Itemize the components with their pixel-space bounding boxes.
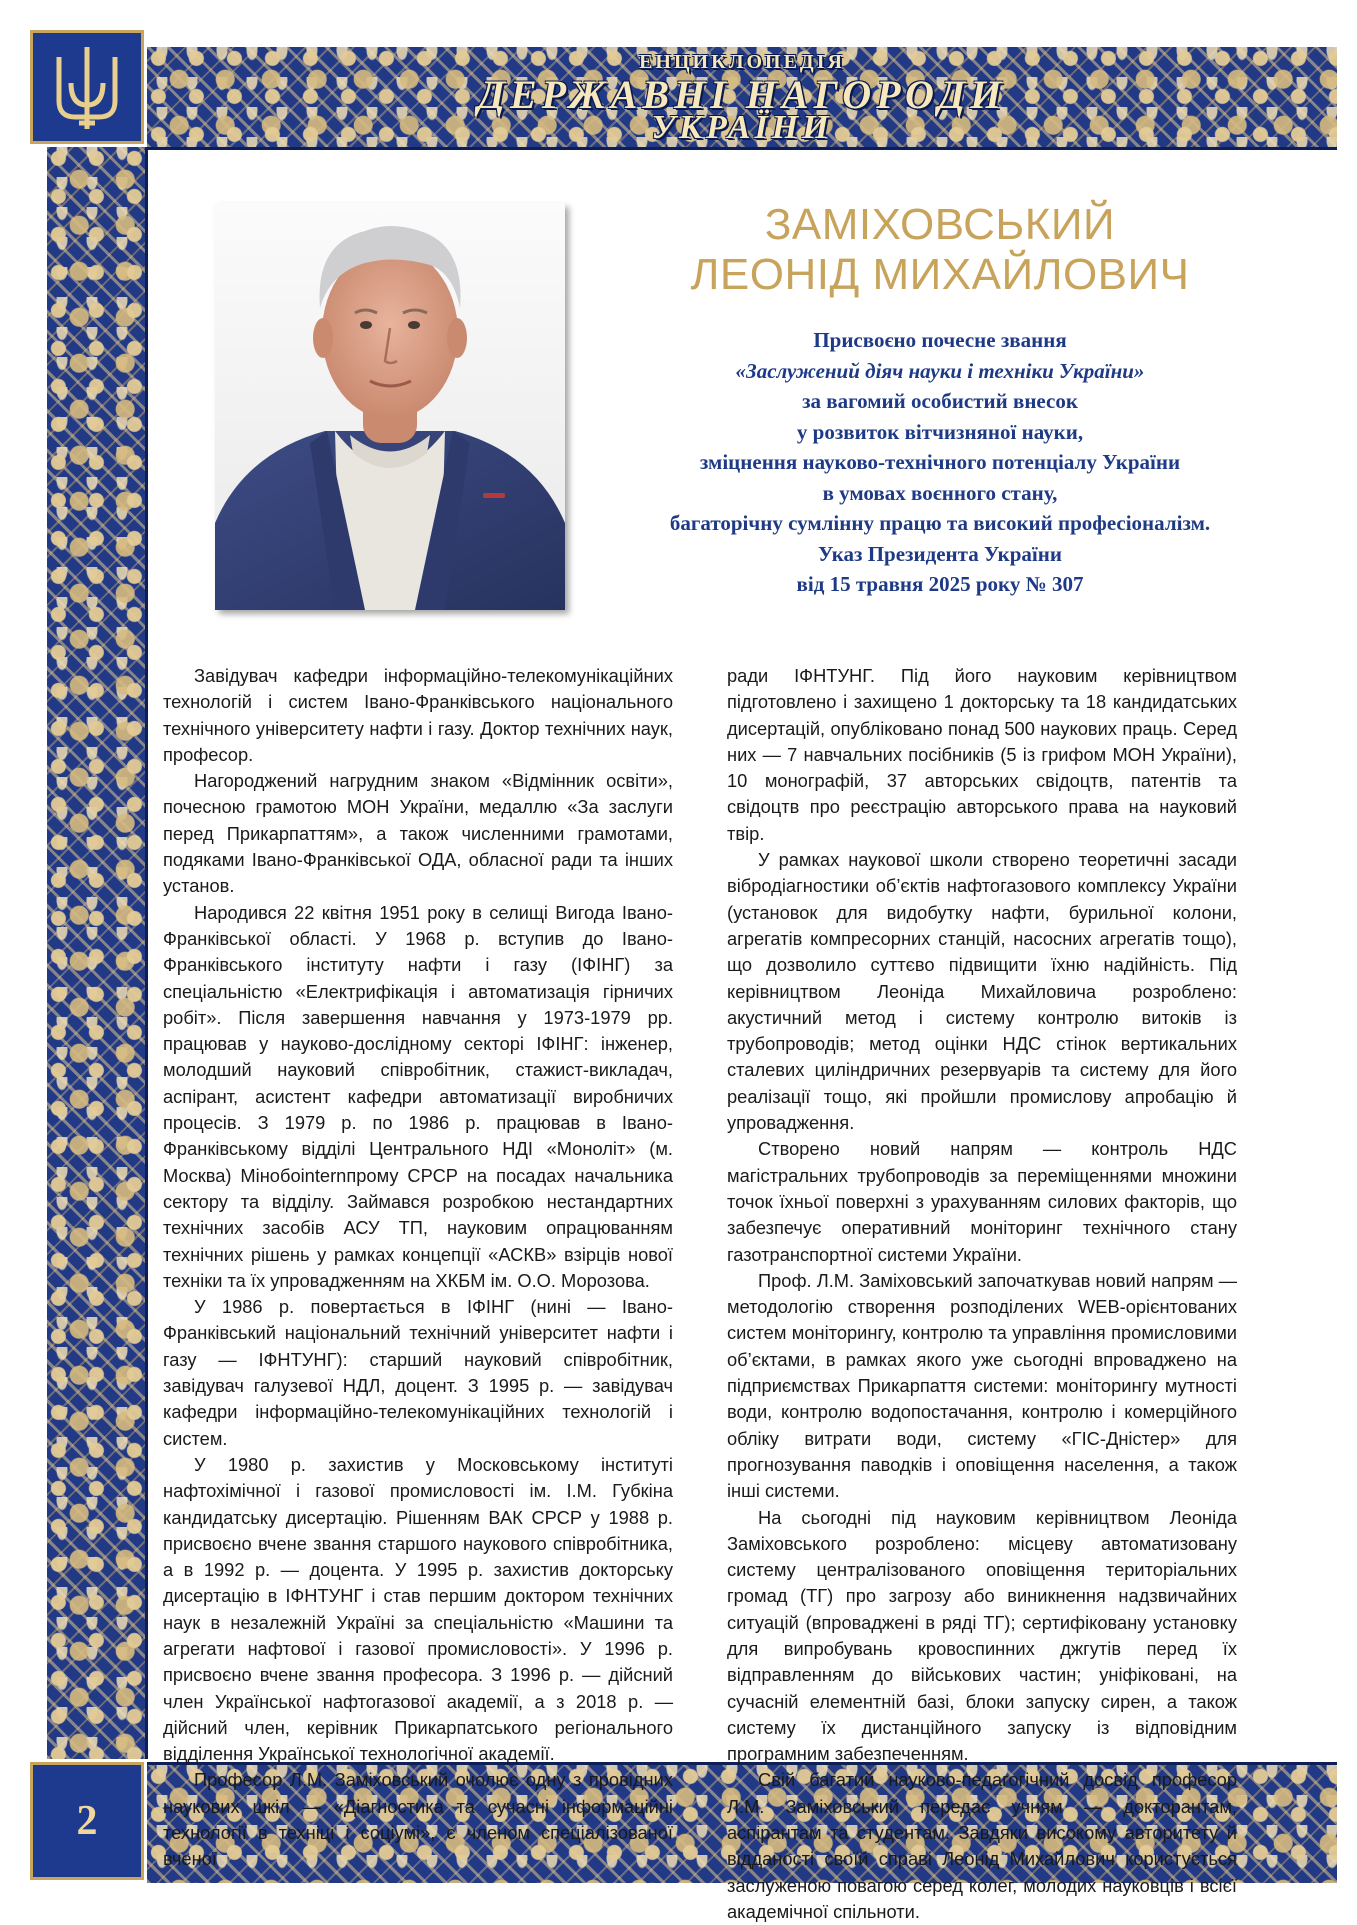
person-name [580, 200, 1300, 300]
award-line: за вагомий особистий внесок [802, 389, 1078, 413]
header-title [147, 47, 1337, 147]
portrait-illustration [215, 203, 565, 610]
biography-column-right [727, 663, 1237, 1925]
left-ornament-band [47, 147, 148, 1759]
header-main-title: ДЕРЖАВНІ НАГОРОДИ [477, 72, 1007, 117]
biography-paragraph: На сьогодні під науковим керівництвом Леоніда Заміховського розроблено: місцеву автоматизовану систему централізованого оповіщення територіальних громад (ТГ) про загрозу або виникнення надзвичайних ситуацій (впроваджені в ряді ТГ); сертифіковану установку для випробувань кровоспинних джгутів перед їх відправленням до військових частин; уніфіковані, на сучасній елементній базі, блоки запуску сирен, а також систему їх дистанційного запуску із відповідним програмним забезпеченням. [727, 1506, 1237, 1765]
header-encyclopedia-label: ЕНЦИКЛОПЕДІЯ [639, 51, 845, 73]
page-number-box [30, 1762, 144, 1880]
biography-paragraph: У 1980 р. захистив у Московському інституті нафтохімічної і газової промисловості ім. І.М. Губкіна кандидатську дисертацію. Рішенням ВАК СРСР у 1988 р. присвоєно вчене звання старшого наукового співробітника, а в 1992 р. — доцента. У 1995 р. захистив докторську дисертацію в ІФНТУНГ і став першим доктором технічних наук в незалежній Україні за спеціальністю «Машини та агрегати нафтової і газової промисловості». У 1996 р. присвоєно вчене звання професора. З 1996 р. — дійсний член Української нафтогазової академії, а з 2018 р. — дійсний член, керівник Прикарпатського регіонального відділення Української технологічної академії. [163, 1453, 673, 1765]
award-title: «Заслужений діяч науки і техніки України» [735, 358, 1145, 383]
biography-paragraph: Проф. Л.М. Заміховський започаткував новий напрям — методологію створення розподілених WEB-орієнтованих систем моніторингу, контролю та управління промисловими об’єктами, в рамках якого уже сьогодні впроваджено на підприємствах Прикарпаття системи: моніторингу мутності води, контролю водопостачання, контролю і комерційного обліку витрати води, систему «ГІС-Дністер» для прогнозування паводків і оповіщення населення, а також інші системи. [727, 1269, 1237, 1502]
biography-paragraph: Свій багатий науково-педагогічний досвід професор Л.М. Заміховський передає учням — докторантам, аспірантам та студентам. Завдяки високому авторитету й відданості своїй справі Леонід Михайлович користується заслуженою повагою серед колег, молодих науковців і всієї академічної спільноти. [727, 1769, 1237, 1922]
award-description [580, 325, 1300, 600]
page-number: 2 [76, 1798, 98, 1844]
person-given-names: ЛЕОНІД МИХАЙЛОВИЧ [690, 250, 1190, 299]
coat-of-arms [30, 30, 144, 144]
award-line: в умовах воєнного стану, [822, 480, 1058, 505]
biography-paragraph: ради ІФНТУНГ. Під його науковим керівництвом підготовлено і захищено 1 докторську та 18 кандидатських дисертацій, опубліковано понад 500 наукових праць. Серед них — 7 навчальних посібників (5 із грифом МОН України), 10 монографій, 37 авторських свідоцтв, патентів та свідоцтв про реєстрацію авторського права на науковий твір. [727, 665, 1237, 844]
award-line: Присвоєно почесне звання [813, 328, 1067, 352]
award-line: зміцнення науково-технічного потенціалу України [699, 450, 1181, 474]
decree-date: від 15 травня 2025 року № 307 [796, 572, 1084, 596]
header-subtitle: УКРАЇНИ [651, 109, 833, 146]
biography-paragraph: Народився 22 квітня 1951 року в селищі Вигода Івано-Франківської області. У 1968 р. вступив до Івано-Франківського інституту нафти і газу (ІФІНГ) за спеціальністю «Електрифікація і автоматизація гірничих робіт». Після завершення навчання у 1973-1979 рр. працював у науково-дослідному секторі ІФІНГ: інженер, молодший науковий співробітник, стажист-викладач, аспірант, асистент кафедри автоматизації виробничих процесів. З 1979 р. по 1986 р. працював в Івано-Франківському відділі Центрального НДІ «Моноліт» (м. Москва) Мінобоinternпрому СРСР на посадах начальника сектору та відділу. Займався розробкою нестандартних технічних засобів АСУ ТП, науковим опрацюванням технічних рішень у рамках концепції «АСКВ» взірців нової техніки та їх упровадженням на ХКБМ ім. О.О. Морозова. [163, 901, 673, 1291]
biography-column-left [163, 663, 673, 1873]
decree-title: Указ Президента України [818, 541, 1062, 566]
biography-paragraph: Створено новий напрям — контроль НДС магістральних трубопроводів за переміщеннями множини точок їхньої поверхні з урахуванням силових факторів, що забезпечує оперативний моніторинг технічного стану газотранспортної системи України. [727, 1138, 1237, 1265]
biography-paragraph: У рамках наукової школи створено теоретичні засади вібродіагностики об’єктів нафтогазового комплексу України (установок для видобутку нафти, бурильної колони, агрегатів компресорних станцій, насосних агрегатів тощо), що дозволило суттєво підвищити їхню надійність. Під керівництвом Леоніда Михайловича розроблено: акустичний метод і систему контролю витоків із трубопроводів; метод оцінки НДС стінок вертикальних сталевих циліндричних резервуарів та систему для його реалізації тощо, які пройшли промислову апробацію й упровадження. [727, 849, 1237, 1134]
biography-paragraph: Нагороджений нагрудним знаком «Відмінник освіти», почесною грамотою МОН України, медаллю «За заслуги перед Прикарпаттям», а також численними грамотами, подяками Івано-Франківської ОДА, обласної ради та інших установ. [163, 770, 673, 897]
biography-paragraph: Завідувач кафедри інформаційно-телекомунікаційних технологій і систем Івано-Франківського національного технічного університету нафти і газу. Доктор технічних наук, професор. [163, 665, 673, 765]
biography-paragraph: У 1986 р. повертається в ІФІНГ (нині — Івано-Франківський національний технічний університет нафти і газу — ІФНТУНГ): старший науковий співробітник, завідувач галузевої НДЛ, доцент. З 1995 р. — завідувач кафедри інформаційно-телекомунікаційних технологій і систем. [163, 1296, 673, 1449]
trident-icon [51, 43, 123, 133]
award-line: у розвиток вітчизняної науки, [796, 419, 1084, 444]
award-line: багаторічну сумлінну працю та високий професіоналізм. [669, 511, 1211, 535]
person-surname: ЗАМІХОВСЬКИЙ [764, 200, 1116, 249]
biography-paragraph: Професор Л.М. Заміховський очолює одну з провідних наукових шкіл — «Діагностика та сучасні інформаційні технології в техніці і соціумі», є членом спеціалізованої вченої [163, 1769, 673, 1870]
portrait-photo [215, 203, 565, 610]
